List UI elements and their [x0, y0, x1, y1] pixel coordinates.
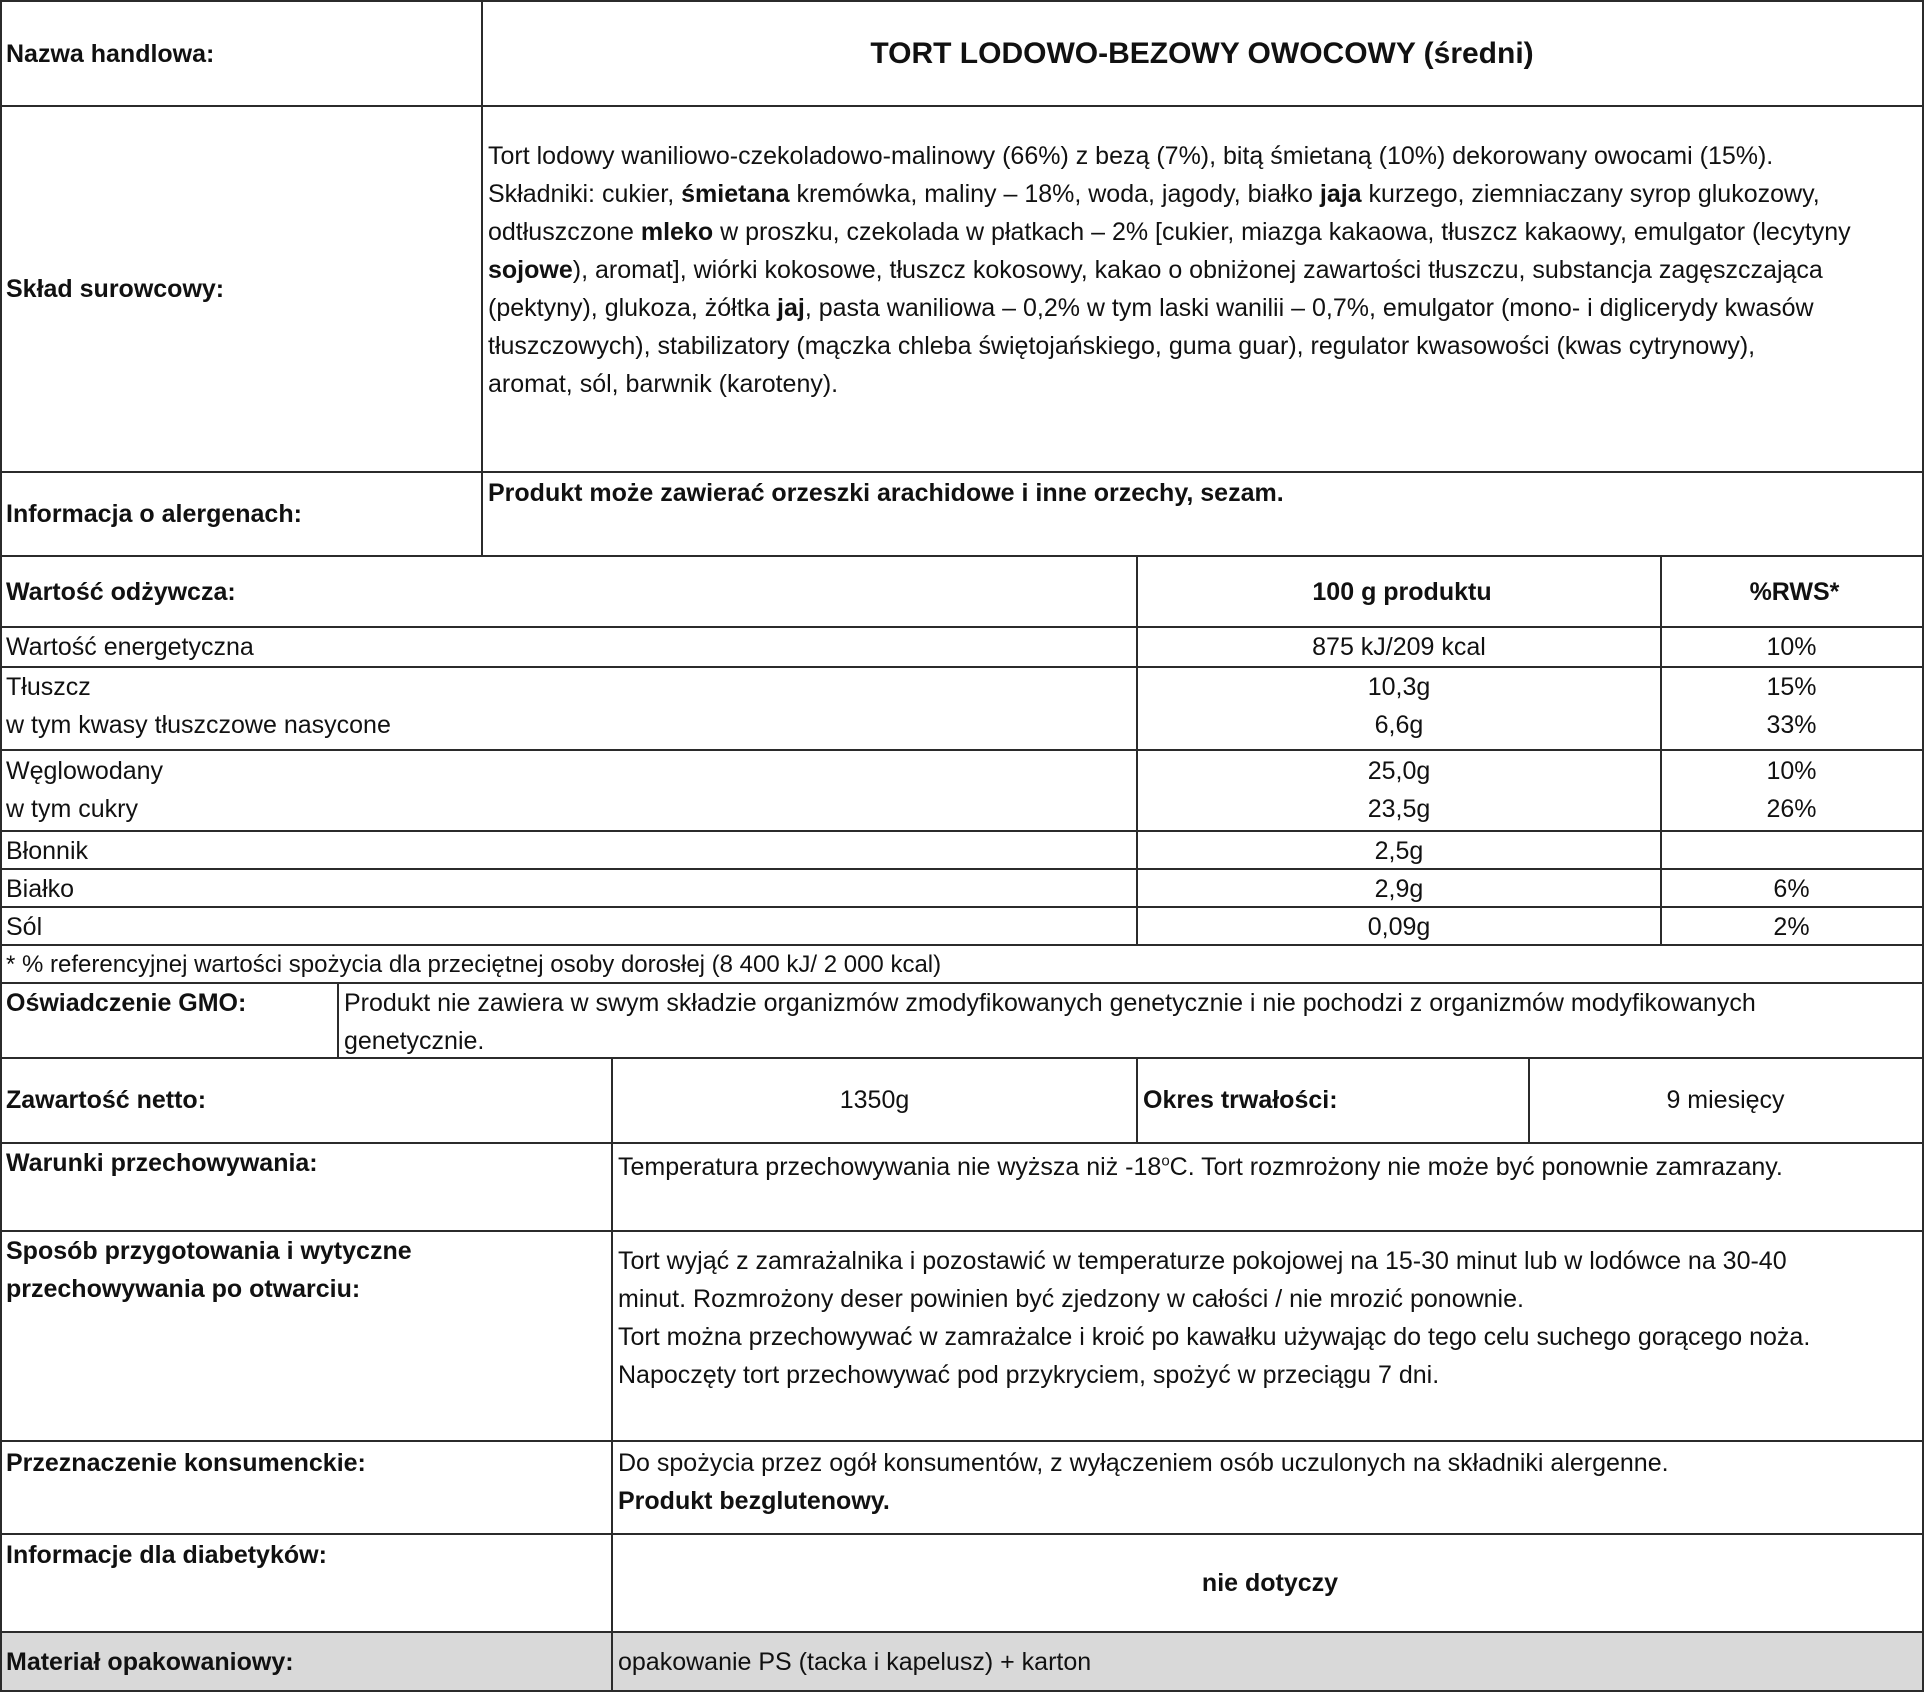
nutrition-row-name: Sól — [6, 913, 43, 941]
composition-text-segment: aromat, sól, barwnik (karoteny). — [488, 370, 839, 398]
grid-line — [0, 0, 1924, 2]
composition-text-segment: kremówka, maliny – 18%, woda, jagody, białko — [789, 180, 1320, 208]
grid-line — [0, 1631, 1924, 1633]
diabetic-value: nie dotyczy — [1201, 1569, 1339, 1597]
nutrition-row-rws: 6% — [1773, 875, 1810, 903]
preparation-line-4: Napoczęty tort przechowywać pod przykryciem, spożyć w przeciągu 7 dni. — [618, 1361, 1440, 1389]
gmo-line-1: Produkt nie zawiera w swym składzie organizmów zmodyfikowanych genetycznie i nie pochodzi z organizmów modyfikowanych — [344, 989, 1756, 1017]
storage-text-before: Temperatura przechowywania nie wyższa niż -18 — [618, 1153, 1162, 1181]
grid-line — [0, 1533, 1924, 1535]
grid-line — [0, 666, 1924, 668]
grid-line — [0, 906, 1924, 908]
grid-line — [337, 982, 339, 1059]
composition-text-segment: , pasta waniliowa – 0,2% w tym laski wanilii – 0,7%, emulgator (mono- i diglicerydy kwasów — [804, 294, 1814, 322]
grid-line — [1528, 1057, 1530, 1144]
composition-line — [488, 289, 1922, 327]
packaging-label: Materiał opakowaniowy: — [6, 1648, 294, 1676]
nutrition-row-value: 2,9g — [1374, 875, 1424, 903]
allergen-highlight: jaj — [777, 294, 805, 322]
nutrition-row-value: 6,6g — [1374, 711, 1424, 739]
nutrition-row-value: 23,5g — [1367, 795, 1431, 823]
grid-line — [1136, 555, 1138, 946]
allergen-highlight: jaja — [1319, 180, 1362, 208]
nutrition-footnote: * % referencyjnej wartości spożycia dla przeciętnej osoby dorosłej (8 400 kJ/ 2 000 kcal) — [6, 951, 942, 978]
allergens-label: Informacja o alergenach: — [6, 500, 302, 528]
grid-line — [0, 830, 1924, 832]
grid-line — [0, 555, 1924, 557]
nutrition-row-rws: 26% — [1766, 795, 1817, 823]
trade-name-value: TORT LODOWO-BEZOWY OWOCOWY (średni) — [870, 37, 1534, 70]
grid-line — [0, 749, 1924, 751]
consumer-line-1: Do spożycia przez ogół konsumentów, z wyłączeniem osób uczulonych na składniki alergenne. — [618, 1449, 1669, 1477]
nutrition-row-name: Węglowodany — [6, 757, 164, 785]
allergen-highlight: śmietana — [681, 180, 790, 208]
preparation-label-line-2: przechowywania po otwarciu: — [6, 1275, 361, 1303]
nutrition-row-name: w tym kwasy tłuszczowe nasycone — [6, 711, 391, 739]
nutrition-row-value: 10,3g — [1367, 673, 1431, 701]
preparation-line-2: minut. Rozmrożony deser powinien być zjedzony w całości / nie mrozić ponownie. — [618, 1285, 1524, 1313]
grid-line — [0, 105, 1924, 107]
nutrition-label: Wartość odżywcza: — [6, 577, 236, 606]
nutrition-row-value: 0,09g — [1367, 913, 1431, 941]
storage-label: Warunki przechowywania: — [6, 1149, 318, 1177]
grid-line — [0, 626, 1924, 628]
nutrition-row-rws: 15% — [1766, 673, 1817, 701]
allergen-highlight: sojowe — [488, 256, 573, 284]
nutrition-row-rws: 10% — [1766, 633, 1817, 661]
packaging-value: opakowanie PS (tacka i kapelusz) + karton — [618, 1648, 1092, 1676]
nutrition-col-per100: 100 g produktu — [1312, 577, 1492, 606]
gmo-line-2: genetycznie. — [344, 1027, 485, 1055]
diabetic-label: Informacje dla diabetyków: — [6, 1541, 327, 1569]
composition-line — [488, 213, 1922, 251]
allergens-value: Produkt może zawierać orzeszki arachidowe i inne orzechy, sezam. — [488, 479, 1284, 507]
grid-line — [1136, 1057, 1138, 1144]
composition-text-segment: w proszku, czekolada w płatkach – 2% [cukier, miazga kakaowa, tłuszcz kakaowy, emulgator (lecytyny — [713, 218, 1851, 246]
degree-symbol: o — [1161, 1152, 1170, 1170]
composition-text-segment: kurzego, ziemniaczany syrop glukozowy, — [1361, 180, 1820, 208]
composition-line — [488, 251, 1922, 289]
nutrition-row-name: Białko — [6, 875, 75, 903]
gmo-label: Oświadczenie GMO: — [6, 989, 247, 1017]
composition-line — [488, 327, 1922, 365]
preparation-line-1: Tort wyjąć z zamrażalnika i pozostawić w temperaturze pokojowej na 15-30 minut lub w lodówce na 30-40 — [618, 1247, 1787, 1275]
preparation-line-3: Tort można przechowywać w zamrażalce i kroić po kawałku używając do tego celu suchego gorącego noża. — [618, 1323, 1811, 1351]
grid-line — [0, 1057, 1924, 1059]
composition-text-segment: Składniki: cukier, — [488, 180, 682, 208]
composition-line — [488, 137, 1922, 175]
composition-text-segment: tłuszczowych), stabilizatory (mączka chleba świętojańskiego, guma guar), regulator kwasowości (kwas cytrynowy), — [488, 332, 1756, 360]
composition-text-segment: Tort lodowy waniliowo-czekoladowo-malinowy (66%) z bezą (7%), bitą śmietaną (10%) dekorowany owocami (15%). — [488, 142, 1774, 170]
grid-line — [0, 1440, 1924, 1442]
composition-label: Skład surowcowy: — [6, 275, 225, 303]
storage-text-after: C. Tort rozmrożony nie może być ponownie zamrazany. — [1169, 1153, 1783, 1181]
nutrition-row-name: w tym cukry — [6, 795, 138, 823]
nutrition-row-name: Wartość energetyczna — [6, 633, 254, 661]
storage-text — [612, 1148, 1922, 1186]
preparation-label-line-1: Sposób przygotowania i wytyczne — [6, 1237, 412, 1265]
nutrition-col-rws: %RWS* — [1749, 577, 1840, 606]
shelf-life-label: Okres trwałości: — [1143, 1086, 1338, 1114]
net-content-value: 1350g — [839, 1086, 910, 1114]
composition-text-segment: odtłuszczone — [488, 218, 641, 246]
grid-line — [0, 982, 1924, 984]
composition-text-segment: ), aromat], wiórki kokosowe, tłuszcz kokosowy, kakao o obniżonej zawartości tłuszczu, substancja zagęszczająca — [572, 256, 1823, 284]
grid-line — [0, 1230, 1924, 1232]
nutrition-row-rws: 33% — [1766, 711, 1817, 739]
composition-text — [482, 137, 1922, 457]
composition-line — [488, 365, 1922, 403]
composition-text-segment: (pektyny), glukoza, żółtka — [488, 294, 778, 322]
grid-line — [611, 1057, 613, 1692]
grid-line — [481, 0, 483, 556]
gluten-free-note: Produkt bezglutenowy. — [618, 1487, 890, 1515]
grid-line — [0, 1142, 1924, 1144]
grid-line — [1660, 555, 1662, 946]
shelf-life-value: 9 miesięcy — [1666, 1086, 1785, 1114]
nutrition-row-name: Błonnik — [6, 837, 88, 865]
composition-line — [488, 175, 1922, 213]
nutrition-row-name: Tłuszcz — [6, 673, 91, 701]
grid-line — [0, 944, 1924, 946]
nutrition-row-value: 875 kJ/209 kcal — [1312, 633, 1486, 661]
grid-line — [0, 868, 1924, 870]
grid-line — [0, 471, 1924, 473]
nutrition-row-rws: 10% — [1766, 757, 1817, 785]
nutrition-row-rws: 2% — [1773, 913, 1810, 941]
nutrition-row-value: 25,0g — [1367, 757, 1431, 785]
nutrition-row-value: 2,5g — [1374, 837, 1424, 865]
consumer-label: Przeznaczenie konsumenckie: — [6, 1449, 366, 1477]
allergen-highlight: mleko — [640, 218, 714, 246]
trade-name-label: Nazwa handlowa: — [6, 40, 215, 68]
grid-line — [0, 0, 2, 1692]
net-content-label: Zawartość netto: — [6, 1086, 207, 1114]
